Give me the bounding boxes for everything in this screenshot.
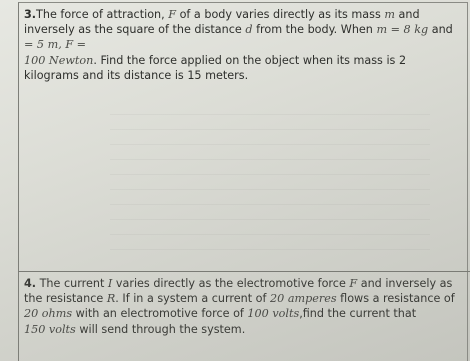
- q3-text-3: and inversely as the square of the distance: [24, 8, 420, 37]
- q3-math-distance: d: [245, 23, 253, 37]
- question-3: [24, 7, 464, 83]
- q4-text-4: . If in a system a current of: [115, 292, 271, 306]
- q4-math-resistance-value: 20 ohms: [24, 307, 73, 321]
- q3-math-force-value: 100 Newton: [24, 53, 94, 67]
- q3-math-force: F: [168, 8, 177, 21]
- q3-text-5: and: [428, 23, 453, 37]
- q3-text-4: from the body. When: [252, 23, 377, 37]
- q4-math-new-emf-value: 150 volts: [24, 322, 76, 336]
- q4-math-current: I: [107, 277, 113, 290]
- q3-math-distance-value: = 5 m, F =: [24, 38, 87, 52]
- q3-text-2: of a body varies directly as its mass: [176, 8, 385, 21]
- q4-math-emf-value: 100 volts: [247, 307, 300, 321]
- q4-text-3: and inversely as the resistance: [24, 277, 453, 306]
- q3-math-mass: m: [384, 8, 395, 21]
- q3-math-mass-value: m = 8 kg: [376, 23, 429, 37]
- q4-text-7: ,find the current that: [299, 307, 417, 321]
- question-4-number: 4.: [24, 277, 37, 290]
- question-divider: [18, 271, 470, 272]
- q4-math-emf: F: [349, 277, 358, 290]
- q4-text-2: varies directly as the electromotive force: [112, 277, 350, 290]
- q3-text-1: The force of attraction,: [36, 8, 169, 21]
- q4-math-resistance: R: [106, 292, 116, 306]
- q4-text-8: will send through the system.: [75, 322, 246, 336]
- question-4: [24, 276, 464, 337]
- q4-text-6: with an electromotive force of: [72, 307, 248, 321]
- q4-math-current-value: 20 amperes: [270, 292, 337, 306]
- q4-text-1: The current: [36, 277, 108, 290]
- q4-text-5: flows a resistance of: [336, 292, 455, 306]
- q3-text-6: . Find the force applied on the object when its mass is 2 kilograms and its distance is 15 meters.: [24, 53, 407, 82]
- question-3-number: 3.: [24, 8, 37, 21]
